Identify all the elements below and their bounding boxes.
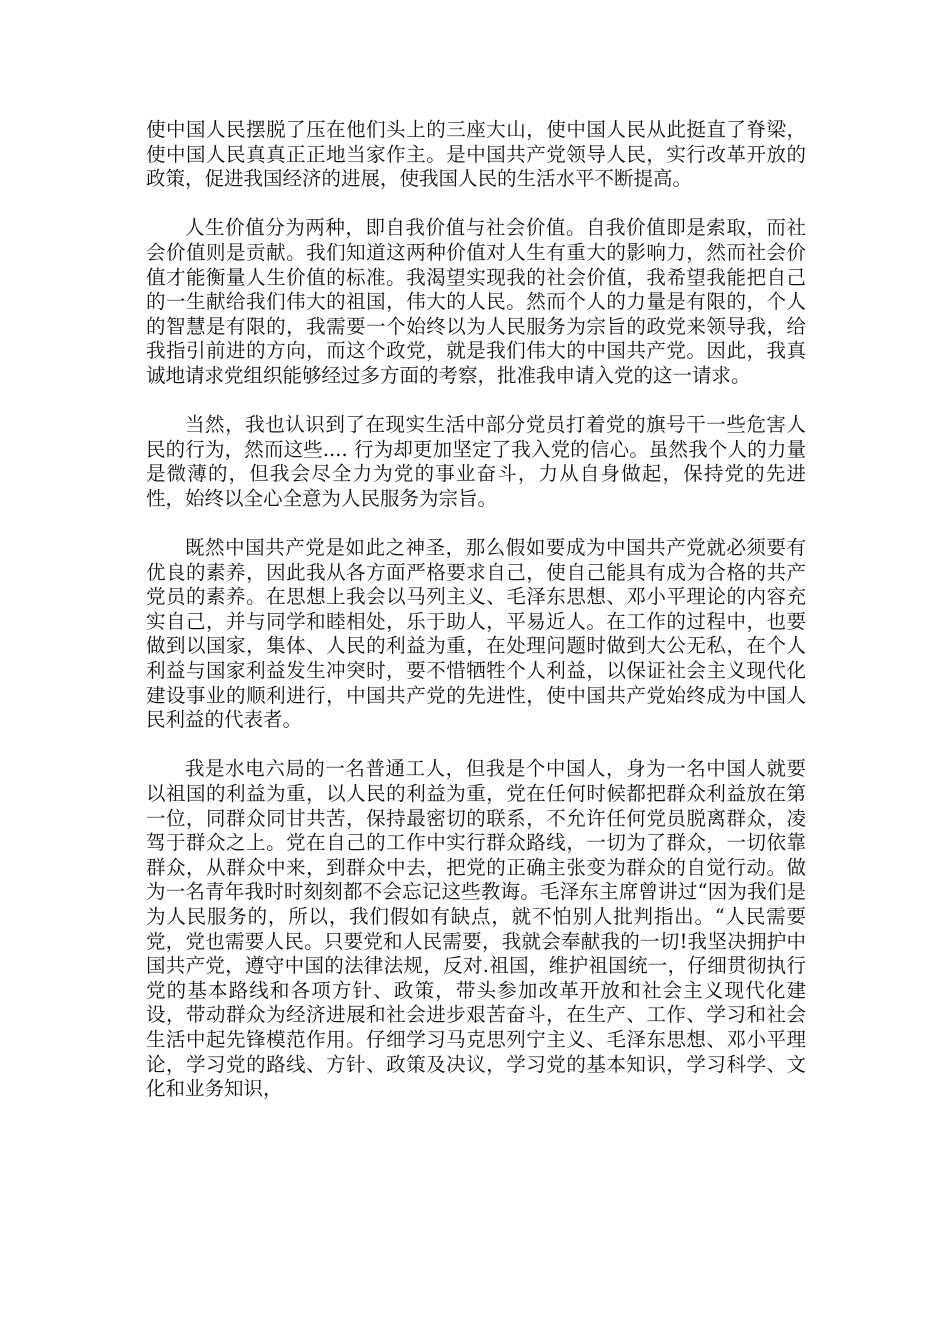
paragraph-3: 当然，我也认识到了在现实生活中部分党员打着党的旗号干一些危害人民的行为，然而这些.... 行为却更加坚定了我入党的信心。虽然我个人的力量是微薄的，但我会尽全力为党的事业奋斗，力从自身做起，保持党的先进性，始终以全心全意为人民服务为宗旨。 [146,413,806,510]
paragraph-5: 我是水电六局的一名普通工人，但我是个中国人，身为一名中国人就要以祖国的利益为重，以人民的利益为重，党在任何时候都把群众利益放在第一位，同群众同甘共苦，保持最密切的联系，不允许任何党员脱离群众，凌驾于群众之上。党在自己的工作中实行群众路线，一切为了群众，一切依靠群众，从群众中来，到群众中去，把党的正确主张变为群众的自觉行动。做为一名青年我时时刻刻都不会忘记这些教诲。毛泽东主席曾讲过“因为我们是为人民服务的，所以，我们假如有缺点，就不怕别人批判指出。“人民需要党，党也需要人民。只要党和人民需要，我就会奉献我的一切!我坚决拥护中国共产党，遵守中国的法律法规，反对.祖国，维护祖国统一，仔细贯彻执行党的基本路线和各项方针、政策，带头参加改革开放和社会主义现代化建设，带动群众为经济进展和社会进步艰苦奋斗，在生产、工作、学习和社会生活中起先锋模范作用。仔细学习马克思列宁主义、毛泽东思想、邓小平理论，学习党的路线、方针、政策及决议，学习党的基本知识，学习科学、文化和业务知识， [146,757,806,1101]
paragraph-1: 使中国人民摆脱了压在他们头上的三座大山，使中国人民从此挺直了脊梁，使中国人民真真正正地当家作主。是中国共产党领导人民，实行改革开放的政策，促进我国经济的进展，使我国人民的生活水平不断提高。 [146,118,806,191]
document-body [146,118,806,1102]
paragraph-4: 既然中国共产党是如此之神圣，那么假如要成为中国共产党就必须要有优良的素养，因此我从各方面严格要求自己，使自己能具有成为合格的共产党员的素养。在思想上我会以马列主义、毛泽东思想、邓小平理论的内容充实自己，并与同学和睦相处，乐于助人，平易近人。在工作的过程中，也要做到以国家，集体、人民的利益为重，在处理问题时做到大公无私，在个人利益与国家利益发生冲突时，要不惜牺牲个人利益，以保证社会主义现代化建设事业的顺利进行，中国共产党的先进性，使中国共产党始终成为中国人民利益的代表者。 [146,536,806,732]
paragraph-2: 人生价值分为两种，即自我价值与社会价值。自我价值即是索取，而社会价值则是贡献。我们知道这两种价值对人生有重大的影响力，然而社会价值才能衡量人生价值的标准。我渴望实现我的社会价值，我希望我能把自己的一生献给我们伟大的祖国，伟大的人民。然而个人的力量是有限的，个人的智慧是有限的，我需要一个始终以为人民服务为宗旨的政党来领导我，给我指引前进的方向，而这个政党，就是我们伟大的中国共产党。因此，我真诚地请求党组织能够经过多方面的考察，批准我申请入党的这一请求。 [146,216,806,387]
